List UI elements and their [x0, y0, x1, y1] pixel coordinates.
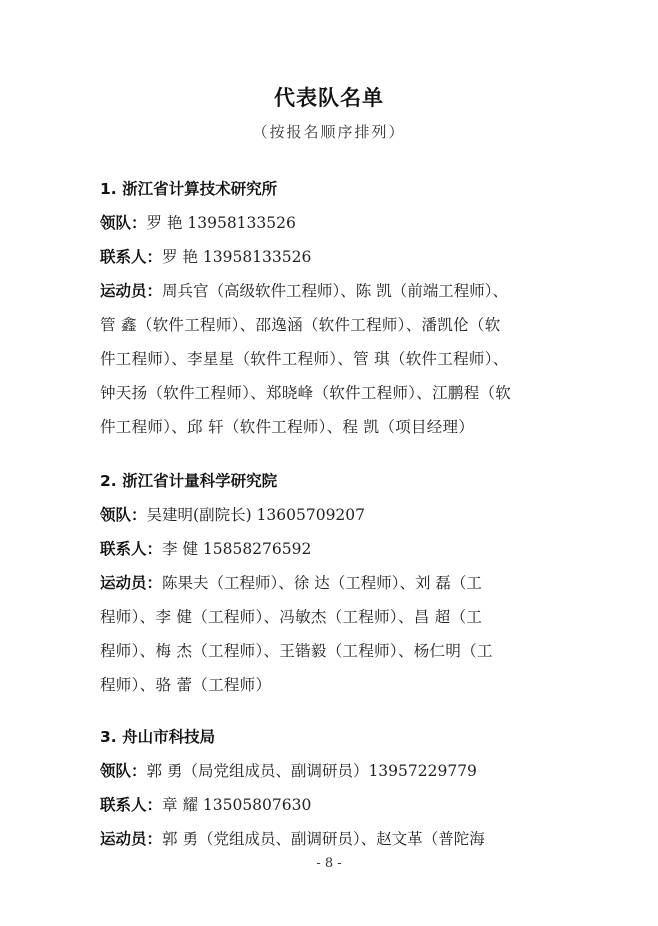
contact-label: 联系人： [100, 796, 163, 814]
contact-row [100, 240, 570, 274]
athletes-text: 郭 勇（党组成员、副调研员）、赵文革（普陀海 [162, 830, 485, 848]
athletes-label: 运动员： [100, 830, 163, 848]
athletes-label: 运动员： [100, 574, 163, 592]
contact-value: 章 耀 13505807630 [162, 796, 312, 814]
athletes-label: 运动员： [100, 282, 163, 300]
page-title: 代表队名单 [274, 86, 384, 110]
contact-value: 李 健 15858276592 [162, 540, 312, 558]
page-number: - 8 - [316, 856, 342, 871]
leader-label: 领队： [100, 762, 147, 780]
athletes-text: 件工程师）、邱 轩（软件工程师）、程 凯（项目经理） [100, 418, 475, 436]
leader-row [100, 498, 570, 532]
contact-value: 罗 艳 13958133526 [162, 248, 312, 266]
athletes-row [100, 822, 570, 856]
team-heading: 3. 舟山市科技局 [100, 728, 216, 746]
athletes-text: 程师）、李 健（工程师）、冯敏杰（工程师）、昌 超（工 [100, 608, 483, 626]
team-heading: 1. 浙江省计算技术研究所 [100, 180, 278, 198]
athletes-text: 程师）、梅 杰（工程师）、王锴毅（工程师）、杨仁明（工 [100, 642, 493, 660]
athletes-text: 钟天扬（软件工程师）、郑晓峰（软件工程师）、江鹏程（软 [100, 384, 512, 402]
team-heading: 2. 浙江省计量科学研究院 [100, 472, 278, 490]
athletes-text: 件工程师）、李星星（软件工程师）、管 琪（软件工程师）、 [100, 350, 509, 368]
leader-label: 领队： [100, 214, 147, 232]
leader-label: 领队： [100, 506, 147, 524]
contact-label: 联系人： [100, 540, 163, 558]
team-section-3 [100, 720, 570, 856]
athletes-row [100, 274, 570, 308]
athletes-text: 周兵官（高级软件工程师）、陈 凯（前端工程师）、 [162, 282, 508, 300]
athletes-text: 管 鑫（软件工程师）、邵逸涵（软件工程师）、潘凯伦（软 [100, 316, 501, 334]
contact-row [100, 788, 570, 822]
athletes-text: 程师）、骆 蕾（工程师） [100, 676, 272, 694]
page-subtitle: （按报名顺序排列） [252, 123, 406, 141]
leader-value: 郭 勇（局党组成员、副调研员）13957229779 [146, 762, 477, 780]
athletes-text: 陈果夫（工程师）、徐 达（工程师）、刘 磊（工 [162, 574, 482, 592]
athletes-row [100, 566, 570, 600]
leader-value: 吴建明(副院长) 13605709207 [146, 506, 366, 524]
leader-row [100, 206, 570, 240]
team-section-1 [100, 172, 570, 444]
leader-row [100, 754, 570, 788]
contact-row [100, 532, 570, 566]
leader-value: 罗 艳 13958133526 [146, 214, 296, 232]
team-section-2 [100, 464, 570, 702]
contact-label: 联系人： [100, 248, 163, 266]
